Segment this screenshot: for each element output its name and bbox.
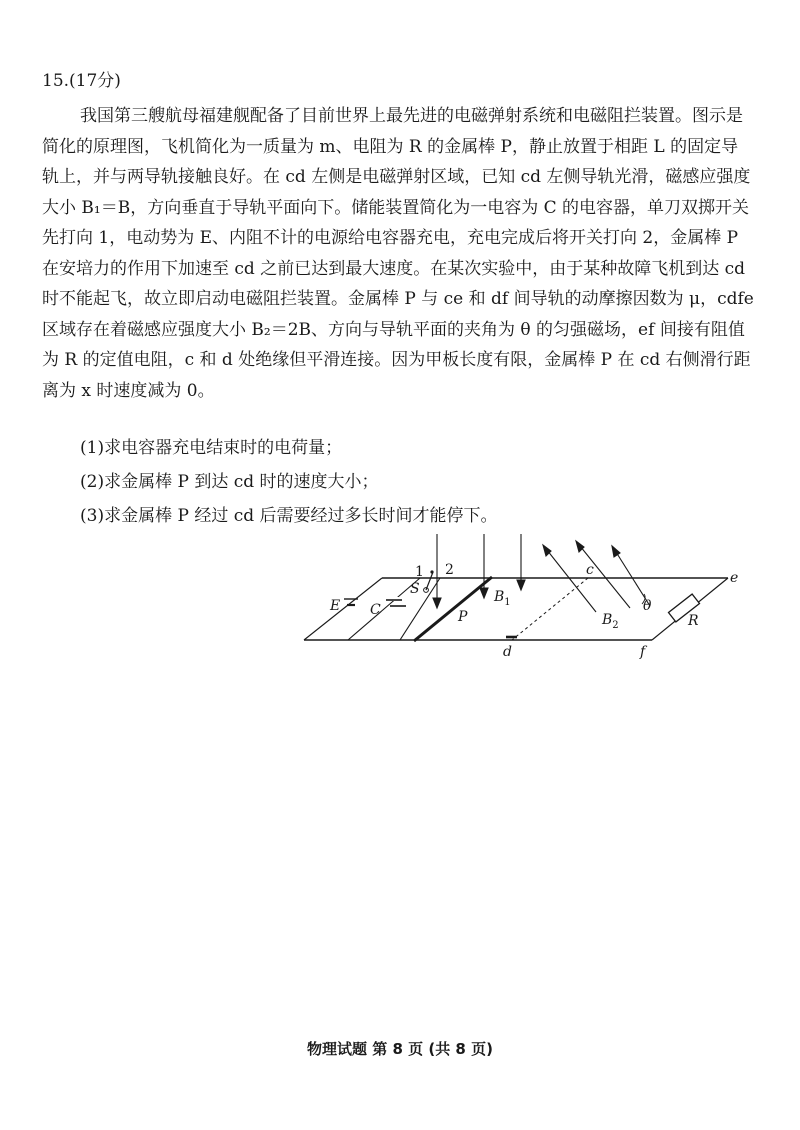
label-rod-p: P xyxy=(458,609,468,625)
switch-contact-1 xyxy=(430,570,433,573)
metal-rod-p xyxy=(414,577,492,641)
label-b2-sub: 2 xyxy=(612,620,619,631)
question-paragraph: 我国第三艘航母福建舰配备了目前世界上最先进的电磁弹射系统和电磁阻拦装置。图示是简化的原理图，飞机简化为一质量为 m、电阻为 R 的金属棒 P，静止放置于相距 L 的固定导轨上，并与两导轨接触良好。在 cd 左侧是电磁弹射区域，已知 cd 左侧导轨光滑，磁感应强度大小 B₁＝B，方向垂直于导轨平面向下。储能装置简化为一电容为 C 的电容器，单刀双掷开关先打向 1，电动势为 E、内阻不计的电源给电容器充电，充电完成后将开关打向 2，金属棒 P 在安培力的作用下加速至 cd 之前已达到最大速度。在某次实验中，由于某种故障飞机到达 cd 时不能起飞，故立即启动电磁阻拦装置。金属棒 P 与 ce 和 df 间导轨的动摩擦因数为 μ，cdfe 区域存在着磁感应强度大小 B₂＝2B、方向与导轨平面的夹角为 θ 的匀强磁场，ef 间接有阻值为 R 的定值电阻，c 和 d 处绝缘但平滑连接。因为甲板长度有限，金属棒 P 在 cd 右侧滑行距离为 x 时速度减为 0。 xyxy=(42,106,754,401)
label-theta: θ xyxy=(643,598,652,614)
subquestion-3: (3)求金属棒 P 经过 cd 后需要经过多长时间才能停下。 xyxy=(80,506,498,526)
label-capacitor: C xyxy=(370,602,381,618)
label-b2-letter: B xyxy=(602,612,613,628)
label-e-point: e xyxy=(730,570,739,586)
label-b1-sub: 1 xyxy=(504,597,511,608)
subquestion-2: (2)求金属棒 P 到达 cd 时的速度大小； xyxy=(80,472,379,492)
label-switch: S xyxy=(410,581,420,597)
label-c: c xyxy=(586,562,594,578)
circuit-diagram xyxy=(300,528,760,668)
label-e-source: E xyxy=(330,598,341,614)
switch-blade xyxy=(426,572,433,590)
label-d: d xyxy=(503,644,512,660)
label-resistor: R xyxy=(688,613,699,629)
label-f: f xyxy=(640,644,646,660)
label-b1 xyxy=(493,589,511,608)
subquestion-1: (1)求电容器充电结束时的电荷量； xyxy=(80,438,343,458)
label-contact-2: 2 xyxy=(445,562,454,578)
label-contact-1: 1 xyxy=(415,564,424,580)
label-b1-letter: B xyxy=(494,589,505,605)
question-number: 15.(17分) xyxy=(42,71,121,91)
label-b2 xyxy=(601,612,619,631)
switch-wire xyxy=(400,578,440,640)
question-stem xyxy=(42,101,754,406)
page-footer: 物理试题 第 8 页 (共 8 页) xyxy=(307,1040,493,1058)
